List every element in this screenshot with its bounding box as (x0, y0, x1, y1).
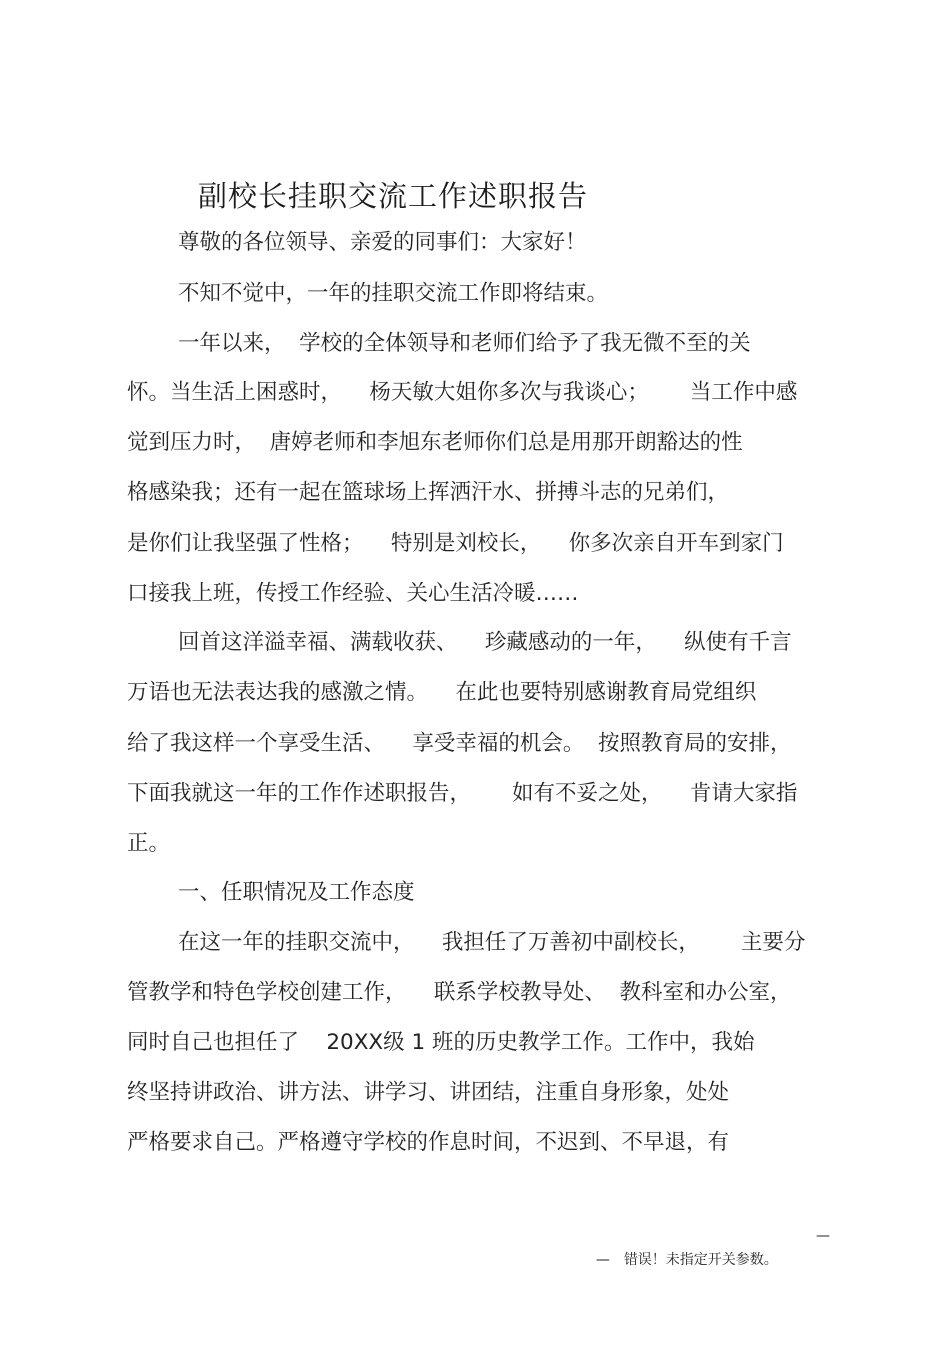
footer-dash-left: — (595, 1252, 610, 1268)
paragraph-line: 口接我上班，传授工作经验、关心生活冷暖…… (127, 581, 579, 606)
paragraph-line: 格感染我；还有一起在篮球场上挥洒汗水、拼搏斗志的兄弟们， (127, 480, 730, 505)
paragraph-line: 一年以来， 学校的全体领导和老师们给予了我无微不至的关 (178, 331, 751, 356)
section-heading: 一、任职情况及工作态度 (178, 880, 415, 905)
footer-field-error: 错误！未指定开关参数。 (623, 1252, 778, 1268)
paragraph-line: 是你们让我坚强了性格； 特别是刘校长， 你多次亲自开车到家门 (127, 531, 784, 556)
paragraph-line: 同时自己也担任了 20XX级 1 班的历史教学工作。工作中，我始 (127, 1030, 755, 1055)
paragraph-line: 终坚持讲政治、讲方法、讲学习、讲团结，注重自身形象，处处 (127, 1080, 730, 1105)
paragraph-line: 怀。当生活上困惑时， 杨天敏大姐你多次与我谈心； 当工作中感 (127, 380, 798, 405)
paragraph-line: 万语也无法表达我的感激之情。 在此也要特别感谢教育局党组织 (127, 680, 757, 705)
footer-dash-right: — (816, 1228, 830, 1244)
paragraph-line: 尊敬的各位领导、亲爱的同事们：大家好！ (178, 230, 587, 255)
paragraph-line: 觉到压力时， 唐婷老师和李旭东老师你们总是用那开朗豁达的性 (127, 430, 743, 455)
paragraph-line: 不知不觉中，一年的挂职交流工作即将结束。 (178, 281, 609, 306)
paragraph-line: 正。 (127, 831, 171, 856)
paragraph-line: 严格要求自己。严格遵守学校的作息时间，不迟到、不早退，有 (127, 1130, 730, 1155)
document-title: 副校长挂职交流工作述职报告 (198, 179, 589, 213)
paragraph-line: 在这一年的挂职交流中， 我担任了万善初中副校长， 主要分 (178, 930, 806, 955)
paragraph-line: 回首这洋溢幸福、满载收获、 珍藏感动的一年， 纵使有千言 (178, 630, 792, 655)
paragraph-line: 管教学和特色学校创建工作， 联系学校教导处、 教科室和办公室， (127, 980, 792, 1005)
paragraph-line: 下面我就这一年的工作作述职报告， 如有不妥之处， 肯请大家指 (127, 781, 798, 806)
page-footer (578, 1224, 830, 1296)
paragraph-line: 给了我这样一个享受生活、 享受幸福的机会。 按照教育局的安排， (127, 731, 792, 756)
